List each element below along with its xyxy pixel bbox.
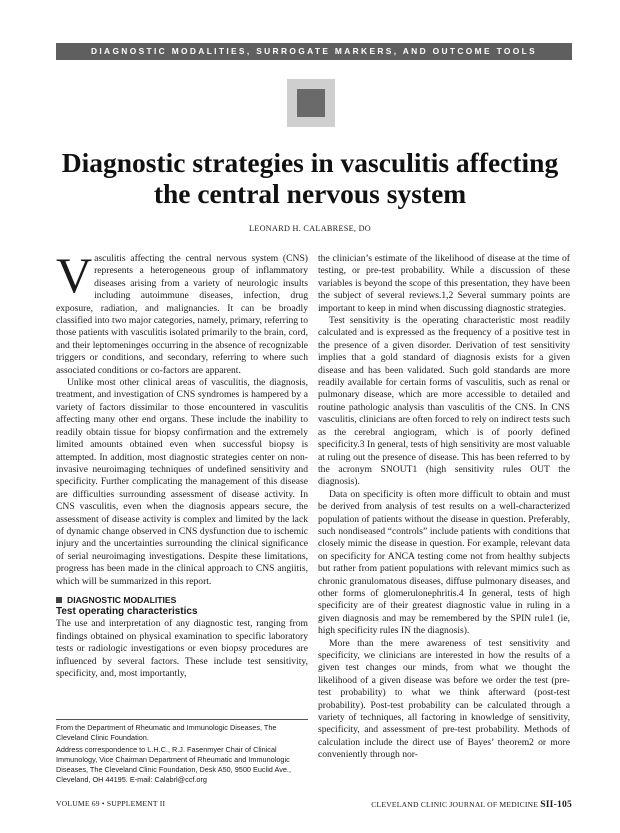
footer-journal xyxy=(371,799,572,810)
body-paragraph: Unlike most other clinical areas of vasculitis, the diagnosis, treatment, and investigation of CNS syndromes is hampered by a variety of factors dissimilar to those encountered in vasculitis affecting many other end organs. These include the inability to readily obtain tissue for biopsy confirmation and the extremely limited amounts obtained even when successful biopsy is attempted. In addition, most diagnostic strategies center on non-invasive neuroimaging techniques of undefined sensitivity and specificity. Further complicating the management of this disease are difficulties surrounding assessment of disease activity. In CNS vasculitis, even when the diagnosis appears secure, the assessment of disease activity is complex and limited by the lack of dynamic change observed in CNS dysfunction due to ischemic injury and the uncertainties surrounding the clinical significance of serial neuroimaging investigations. Despite these limitations, progress has been made in the clinical approach to CNS angiitis, which will be summarized in this report. xyxy=(56,377,308,587)
footnote-affiliation: From the Department of Rheumatic and Immunologic Diseases, The Cleveland Clinic Foundation. xyxy=(56,723,277,742)
left-column xyxy=(56,247,308,680)
body-paragraph: The use and interpretation of any diagnostic test, ranging from findings obtained on physical examination to specific laboratory tests or radiologic investigations or even biopsy procedures are influenced by several factors. These include test sensitivity, specificity, and, most importantly, xyxy=(56,618,308,679)
page-number: SII-105 xyxy=(540,799,572,810)
footnote xyxy=(56,719,308,787)
footnote-correspondence: Address correspondence to L.H.C., R.J. Fasenmyer Chair of Clinical Immunology, Vice Chairman Department of Rheumatic and Immunologic Diseases, The Cleveland Clinic Foundation, Desk A50, 9500 Euclid Ave., Cleveland, OH 44195. E-mail: Calabrl@ccf.org xyxy=(56,745,291,784)
intro-paragraph xyxy=(56,247,308,377)
section-heading xyxy=(56,595,308,606)
footer-volume: VOLUME 69 • SUPPLEMENT II xyxy=(56,799,166,808)
right-column xyxy=(318,253,570,762)
drop-cap: V xyxy=(56,247,93,303)
footer-journal-name: CLEVELAND CLINIC JOURNAL OF MEDICINE xyxy=(371,800,539,809)
subheading: Test operating characteristics xyxy=(56,605,198,617)
journal-logo-icon xyxy=(287,79,335,127)
body-paragraph: Test sensitivity is the operating characteristic most readily calculated and is expressed as the frequency of a positive test in the presence of a given disorder. Derivation of test sensitivity implies that a gold standard of diagnosis exists for a given disease and has been validated. Such gold standards are more readily available for certain forms of vasculitis, such as renal or pulmonary disease, which are more accessible to detailed and routine pathologic analysis than vasculitis of the CNS. In CNS vasculitis, clinicians are often forced to rely on indirect tests such as the cerebral angiogram, which is of poorly defined specificity.3 In general, tests of high sensitivity are most valuable at ruling out the presence of disease. This has been referred to by the acronym SNOUT1 (high sensitivity rules OUT the diagnosis). xyxy=(318,315,570,488)
article-title xyxy=(40,147,580,209)
intro-text: asculitis affecting the central nervous system (CNS) represents a heterogeneous group of inflammatory diseases arising from a variety of neurologic insults including autoimmune diseases, infection, drug exposure, radiation, and malignancies. It can be broadly classified into two major categories, namely, primary, referring to those patients with vasculitis isolated primarily to the brain, cord, and their leptomeninges occurring in the absence of recognizable triggers or conditions, and secondary, referring to where such associated conditions or co-factors are apparent. xyxy=(56,253,308,376)
running-header: DIAGNOSTIC MODALITIES, SURROGATE MARKERS, AND OUTCOME TOOLS xyxy=(56,43,572,60)
author-byline: LEONARD H. CALABRESE, DO xyxy=(248,224,372,233)
section-heading-text: DIAGNOSTIC MODALITIES xyxy=(67,594,177,605)
logo-inner-square xyxy=(297,89,325,117)
title-line-1: Diagnostic strategies in vasculitis affecting xyxy=(61,147,559,178)
title-line-2: the central nervous system xyxy=(153,178,467,209)
section-bullet-icon xyxy=(56,597,62,603)
body-paragraph: the clinician’s estimate of the likelihood of disease at the time of testing, or pre-test probability. While a discussion of these variables is beyond the scope of this presentation, they have been the subject of several reviews.1,2 Several summary points are important to keep in mind when discussing diagnostic strategies. xyxy=(318,253,570,314)
body-paragraph: More than the mere awareness of test sensitivity and specificity, we clinicians are interested in how the results of a given test changes our minds, from what we thought the likelihood of a given disease was before we order the test (pre-test probability) to what we think afterward (post-test probability). Post-test probability can be calculated through a variety of techniques, all factoring in knowledge of sensitivity, specificity, and assessment of pre-test probability. Methods of calculation include the direct use of Bayes’ theorem2 or more conveniently through nor- xyxy=(318,637,570,761)
body-paragraph: Data on specificity is often more difficult to obtain and must be derived from analysis of test results on a well-characterized population of patients without the disease in question. Preferably, such nondiseased “controls” include patients with conditions that closely mimic the disease in question. For example, relevant data on specificity for ANCA testing come not from healthy subjects but rather from patient populations with relevant mimics such as chronic granulomatous diseases, diffuse pulmonary diseases, and other forms of glomerulonephritis.4 In general, tests of high specificity are of their greatest diagnostic value in ruling in a given diagnosis and may be remembered by the SPIN rule1 (ie, high specificity rules IN the diagnosis). xyxy=(318,488,570,637)
